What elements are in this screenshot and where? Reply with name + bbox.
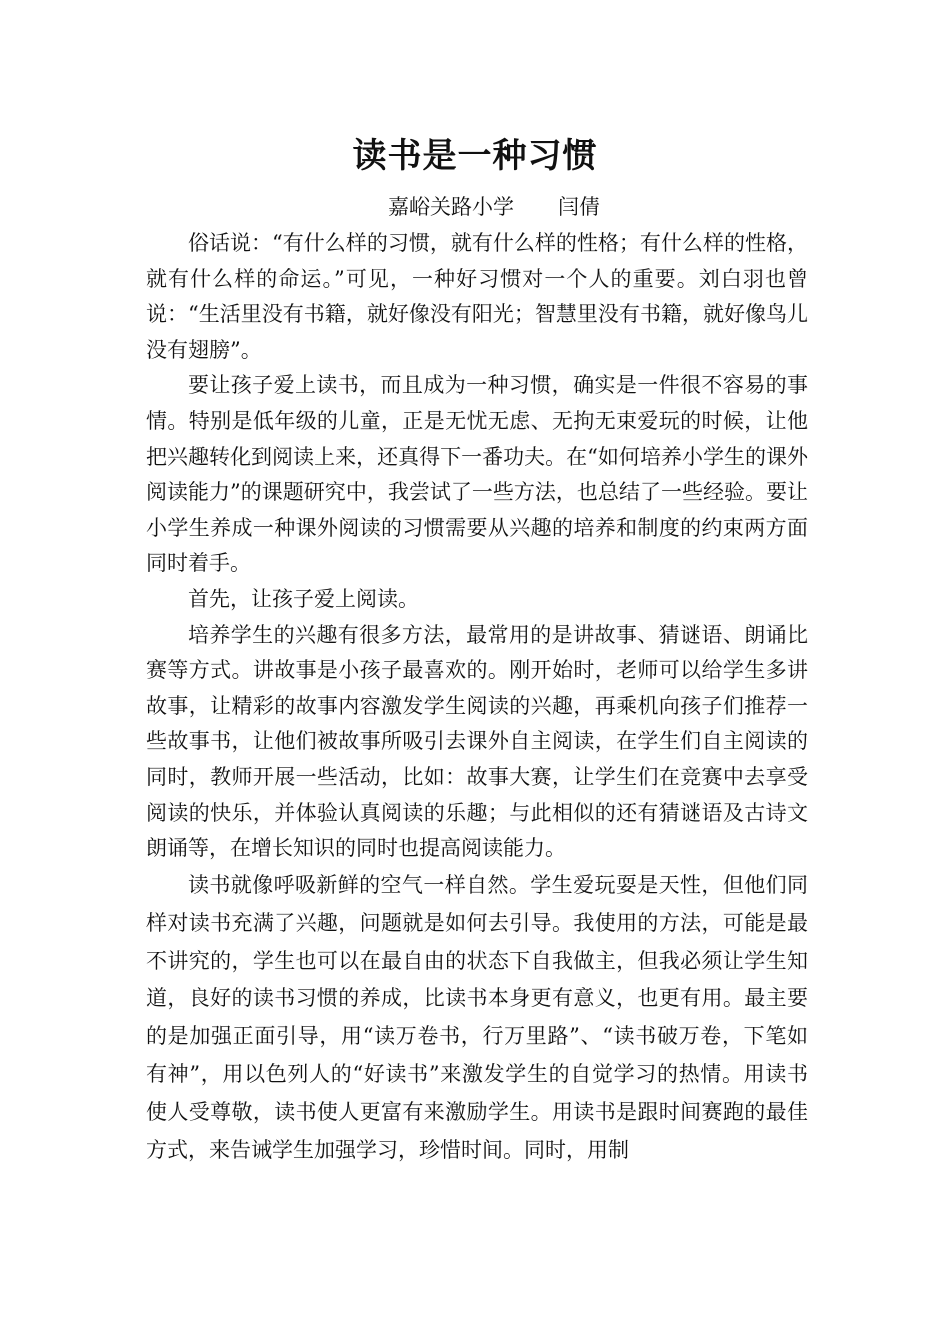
paragraph-3: 首先，让孩子爱上阅读。 [188, 586, 419, 611]
school-name: 嘉峪关路小学 [388, 195, 514, 219]
paragraph-4: 培养学生的兴趣有很多方法，最常用的是讲故事、猜谜语、朗诵比赛等方式。讲故事是小孩子最喜欢的。刚开始时，老师可以给学生多讲故事，让精彩的故事内容激发学生阅读的兴趣，再乘机向孩子们推荐一些故事书，让他们被故事所吸引去课外自主阅读，在学生们自主阅读的同时，教师开展一些活动，比如：故事大赛，让学生们在竞赛中去享受阅读的快乐，并体验认真阅读的乐趣；与此相似的还有猜谜语及古诗文朗诵等，在增长知识的同时也提高阅读能力。 [146, 622, 808, 861]
document-title: 读书是一种习惯 [352, 136, 598, 176]
author-name: 闫倩 [558, 195, 600, 219]
paragraph-5: 读书就像呼吸新鲜的空气一样自然。学生爱玩耍是天性，但他们同样对读书充满了兴趣，问题就是如何去引导。我使用的方法，可能是最不讲究的，学生也可以在最自由的状态下自我做主，但我必须让学生知道，良好的读书习惯的养成，比读书本身更有意义，也更有用。最主要的是加强正面引导，用“读万卷书，行万里路”、“读书破万卷，下笔如有神”，用以色列人的“好读书”来激发学生的自觉学习的热情。用读书使人受尊敬，读书使人更富有来激励学生。用读书是跟时间赛跑的最佳方式，来告诫学生加强学习，珍惜时间。同时，用制 [146, 872, 808, 1163]
paragraph-2: 要让孩子爱上读书，而且成为一种习惯，确实是一件很不容易的事情。特别是低年级的儿童，正是无忧无虑、无拘无束爱玩的时候，让他把兴趣转化到阅读上来，还真得下一番功夫。在“如何培养小学生的课外阅读能力”的课题研究中，我尝试了一些方法，也总结了一些经验。要让小学生养成一种课外阅读的习惯需要从兴趣的培养和制度的约束两方面同时着手。 [146, 373, 808, 576]
byline [388, 191, 600, 221]
paragraph-1: 俗话说：“有什么样的习惯，就有什么样的性格；有什么样的性格，就有什么样的命运。”可见，一种好习惯对一个人的重要。刘白羽也曾说：“生活里没有书籍，就好像没有阳光；智慧里没有书籍，就好像鸟儿没有翅膀”。 [146, 231, 808, 362]
article-body [146, 226, 808, 1170]
